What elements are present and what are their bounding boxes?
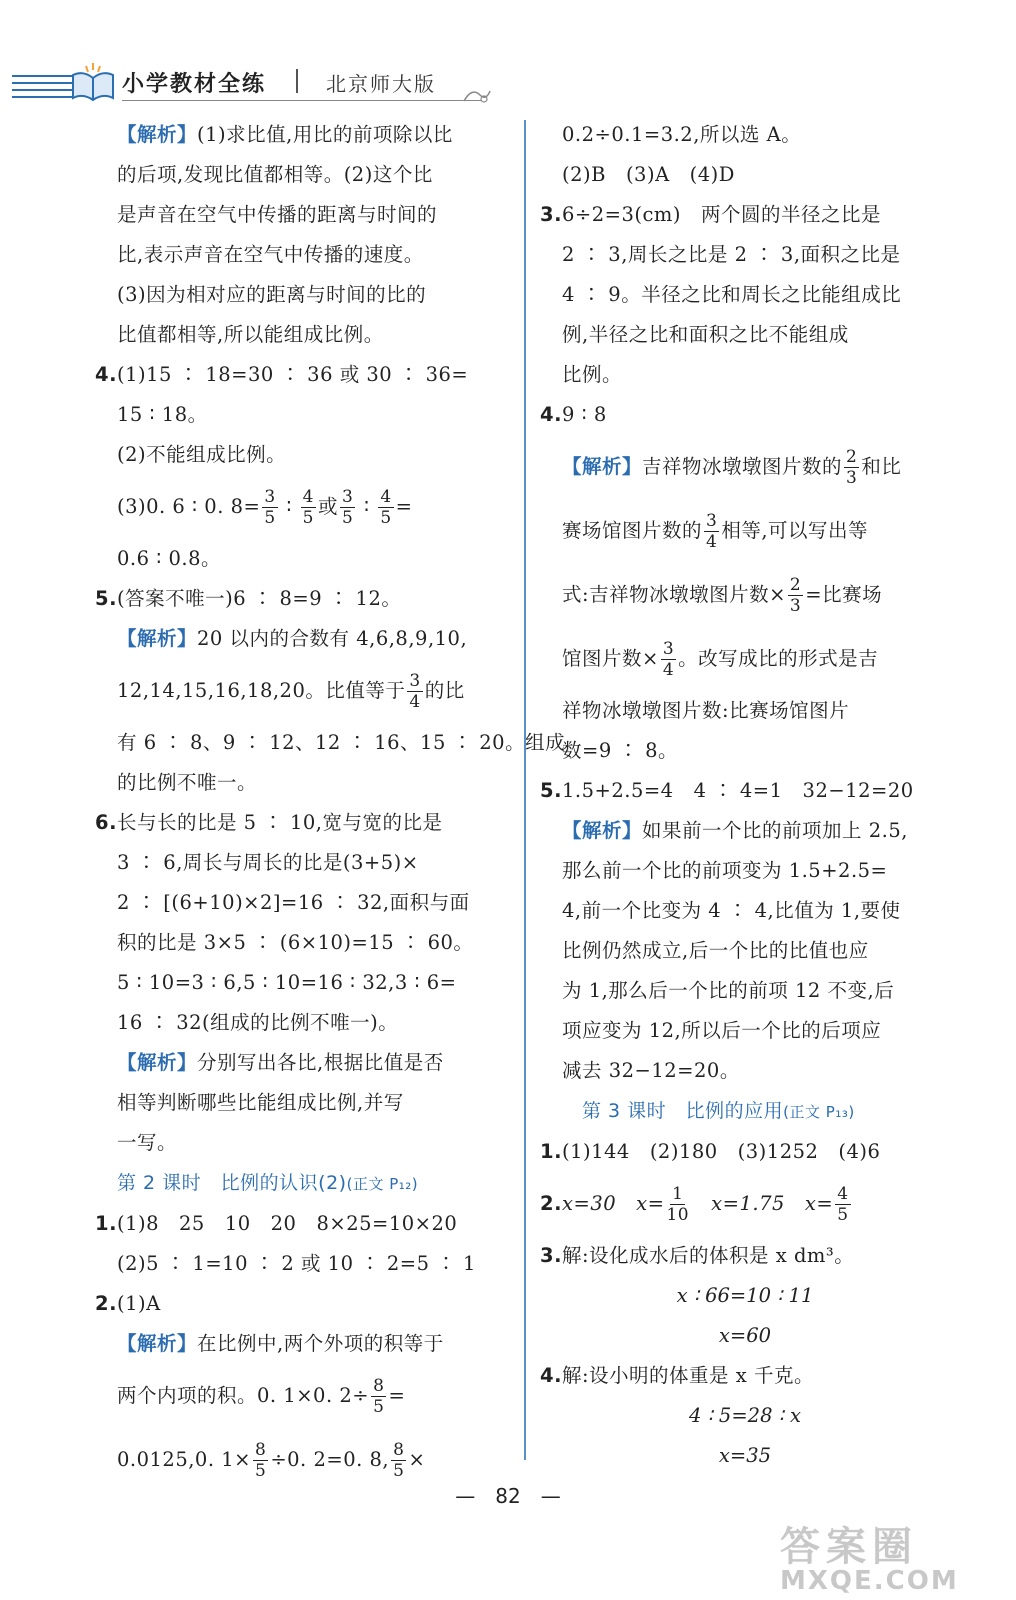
text-line: 4,前一个比变为 4 ∶ 4,比值为 1,要使: [562, 899, 901, 922]
text-line: 的后项,发现比值都相等。(2)这个比: [117, 163, 433, 186]
fraction-line: (3)0. 6 ∶ 0. 8= $\frac{3}{5}$ ∶ $\frac{4}{5}$ 或 $\frac{3}{5}$ ∶ $\frac{4}{5}$ =: [117, 487, 413, 528]
question-number: 4.: [95, 363, 117, 386]
header-rule: [122, 100, 482, 101]
text-line: 一写。: [117, 1131, 178, 1154]
text-line: (3)因为相对应的距离与时间的比的: [117, 283, 427, 306]
text-line: 5 ∶ 10=3 ∶ 6,5 ∶ 10=16 ∶ 32,3 ∶ 6=: [117, 971, 457, 994]
text-line: 的比例不唯一。: [117, 771, 258, 794]
text-line: 相等判断哪些比能组成比例,并写: [117, 1091, 404, 1114]
right-column: [540, 115, 950, 1476]
question-number: 4.: [540, 403, 562, 426]
text-line: 数=9 ∶ 8。: [562, 739, 679, 762]
question-number: 2.: [540, 1192, 562, 1215]
answer-4: 4.9 ∶ 8: [540, 403, 607, 426]
question-number: 2.: [95, 1292, 117, 1315]
fraction-line: 0.0125,0. 1× $\frac{8}{5}$ ÷0. 2=0. 8, $\frac{8}{5}$ ×: [117, 1440, 426, 1481]
analysis-tag: 【解析】: [117, 1332, 198, 1355]
section-heading: 第 3 课时 比例的应用(正文 P₁₃): [582, 1100, 855, 1122]
answer-4: 4.解:设小明的体重是 x 千克。: [540, 1364, 814, 1387]
answer-1: 1.(1)8 25 10 20 8×25=10×20: [95, 1212, 458, 1235]
watermark-logo: 答案圈 MXQE.COM: [780, 1524, 959, 1596]
curl-decor-icon: [462, 83, 492, 107]
answer-5: 5.1.5+2.5=4 4 ∶ 4=1 32−12=20: [540, 779, 914, 802]
text-line: 为 1,那么后一个比的前项 12 不变,后: [562, 979, 895, 1002]
text-line: 【解析】如果前一个比的前项加上 2.5,: [562, 819, 908, 842]
text-line: 【解析】20 以内的合数有 4,6,8,9,10,: [117, 627, 468, 650]
header-separator: [296, 69, 298, 93]
text-line: 16 ∶ 32(组成的比例不唯一)。: [117, 1011, 399, 1034]
text-line: 祥物冰墩墩图片数:比赛场馆图片: [562, 699, 850, 722]
text-line: 有 6 ∶ 8、9 ∶ 12、12 ∶ 16、15 ∶ 20。组成: [117, 731, 566, 754]
text-line: 3 ∶ 6,周长与周长的比是(3+5)×: [117, 851, 419, 874]
equation: x=60: [718, 1324, 772, 1347]
fraction: $\frac{8}{5}$: [393, 1440, 405, 1481]
page-header: [0, 55, 1016, 115]
analysis-tag: 【解析】: [562, 819, 643, 842]
text-line: 比例仍然成立,后一个比的比值也应: [562, 939, 869, 962]
section-heading: 第 2 课时 比例的认识(2)(正文 P₁₂): [117, 1172, 419, 1194]
text-line: 【解析】(1)求比值,用比的前项除以比: [117, 123, 453, 146]
equation: x=35: [718, 1444, 772, 1467]
answer-1: 1.(1)144 (2)180 (3)1252 (4)6: [540, 1140, 881, 1163]
question-number: 4.: [540, 1364, 562, 1387]
question-number: 3.: [540, 1244, 562, 1267]
fraction: $\frac{3}{4}$: [706, 511, 718, 552]
fraction: $\frac{3}{4}$: [662, 639, 675, 680]
analysis-tag: 【解析】: [117, 627, 198, 650]
header-decor-lines: [12, 75, 72, 103]
fraction: $\frac{3}{4}$: [409, 671, 421, 712]
fraction: $\frac{2}{3}$: [789, 575, 802, 616]
text-line: 【解析】在比例中,两个外项的积等于: [117, 1332, 444, 1355]
column-divider: [524, 120, 526, 1460]
left-column: [95, 115, 566, 1492]
fraction: $\frac{2}{3}$: [846, 447, 858, 488]
page-number: — 82 —: [455, 1484, 561, 1508]
text-line: 是声音在空气中传播的距离与时间的: [117, 203, 438, 226]
text-line: 0.6 ∶ 0.8。: [117, 547, 221, 570]
text-line: 减去 32−12=20。: [562, 1059, 740, 1082]
edition-label: 北京师大版: [326, 72, 436, 96]
text-line: 比例。: [562, 363, 623, 386]
text-line: 项应变为 12,所以后一个比的后项应: [562, 1019, 882, 1042]
text-line: 比,表示声音在空气中传播的速度。: [117, 243, 424, 266]
fraction-line: 式:吉祥物冰墩墩图片数× $\frac{2}{3}$ =比赛场: [562, 575, 883, 616]
fraction-line: 馆图片数× $\frac{3}{4}$ 。改写成比的形式是吉: [562, 639, 879, 680]
text-line: 2 ∶ [(6+10)×2]=16 ∶ 32,面积与面: [117, 891, 470, 914]
open-book-icon: [68, 60, 118, 105]
fraction-line: 两个内项的积。0. 1×0. 2÷ $\frac{8}{5}$ =: [117, 1376, 406, 1417]
answer-2: 2.(1)A: [95, 1292, 161, 1315]
text-line: 2 ∶ 3,周长之比是 2 ∶ 3,面积之比是: [562, 243, 901, 266]
text-line: 比值都相等,所以能组成比例。: [117, 323, 384, 346]
text-line: (2)5 ∶ 1=10 ∶ 2 或 10 ∶ 2=5 ∶ 1: [117, 1252, 476, 1275]
text-line: (2)B (3)A (4)D: [562, 163, 735, 186]
question-number: 3.: [540, 203, 562, 226]
equation: x ∶ 66=10 ∶ 11: [676, 1284, 814, 1307]
text-line: 0.2÷0.1=3.2,所以选 A。: [562, 123, 802, 146]
text-line: 15 ∶ 18。: [117, 403, 208, 426]
fraction-line: 12,14,15,16,18,20。比值等于 $\frac{3}{4}$ 的比: [117, 671, 465, 712]
brand-title: 小学教材全练: [122, 72, 267, 97]
answer-6: 6.长与长的比是 5 ∶ 10,宽与宽的比是: [95, 811, 443, 834]
answer-5: 5.(答案不唯一)6 ∶ 8=9 ∶ 12。: [95, 587, 402, 610]
text-line: 4 ∶ 9。半径之比和周长之比能组成比: [562, 283, 902, 306]
fraction: $\frac{4}{5}$: [837, 1184, 849, 1225]
analysis-tag: 【解析】: [117, 1051, 198, 1074]
answer-3: 3.6÷2=3(cm) 两个圆的半径之比是: [540, 203, 882, 226]
text-line: (2)不能组成比例。: [117, 443, 287, 466]
question-number: 6.: [95, 811, 117, 834]
text-line: 【解析】分别写出各比,根据比值是否: [117, 1051, 444, 1074]
fraction: $\frac{8}{5}$: [254, 1440, 267, 1481]
fraction: $\frac{4}{5}$: [380, 487, 392, 528]
answer-2: 2.x=30 x= $\frac{1}{10}$ x=1.75 x= $\frac{4}{5}$: [540, 1184, 849, 1225]
question-number: 1.: [540, 1140, 562, 1163]
fraction-line: 【解析】吉祥物冰墩墩图片数的 $\frac{2}{3}$ 和比: [562, 447, 902, 488]
question-number: 5.: [540, 779, 562, 802]
text-line: 那么前一个比的前项变为 1.5+2.5=: [562, 859, 888, 882]
text-line: 积的比是 3×5 ∶ (6×10)=15 ∶ 60。: [117, 931, 474, 954]
fraction: $\frac{1}{10}$: [666, 1184, 690, 1225]
fraction: $\frac{4}{5}$: [302, 487, 314, 528]
question-number: 1.: [95, 1212, 117, 1235]
text-line: 例,半径之比和面积之比不能组成: [562, 323, 849, 346]
answer-3: 3.解:设化成水后的体积是 x dm³。: [540, 1244, 855, 1267]
analysis-tag: 【解析】: [117, 123, 198, 146]
fraction-line: 赛场馆图片数的 $\frac{3}{4}$ 相等,可以写出等: [562, 511, 869, 552]
fraction: $\frac{3}{5}$: [342, 487, 354, 528]
equation: 4 ∶ 5=28 ∶ x: [689, 1404, 801, 1427]
question-number: 5.: [95, 587, 117, 610]
fraction: $\frac{3}{5}$: [264, 487, 276, 528]
fraction: $\frac{8}{5}$: [373, 1376, 385, 1417]
answer-4: 4.(1)15 ∶ 18=30 ∶ 36 或 30 ∶ 36=: [95, 363, 469, 386]
analysis-tag: 【解析】: [562, 455, 643, 478]
